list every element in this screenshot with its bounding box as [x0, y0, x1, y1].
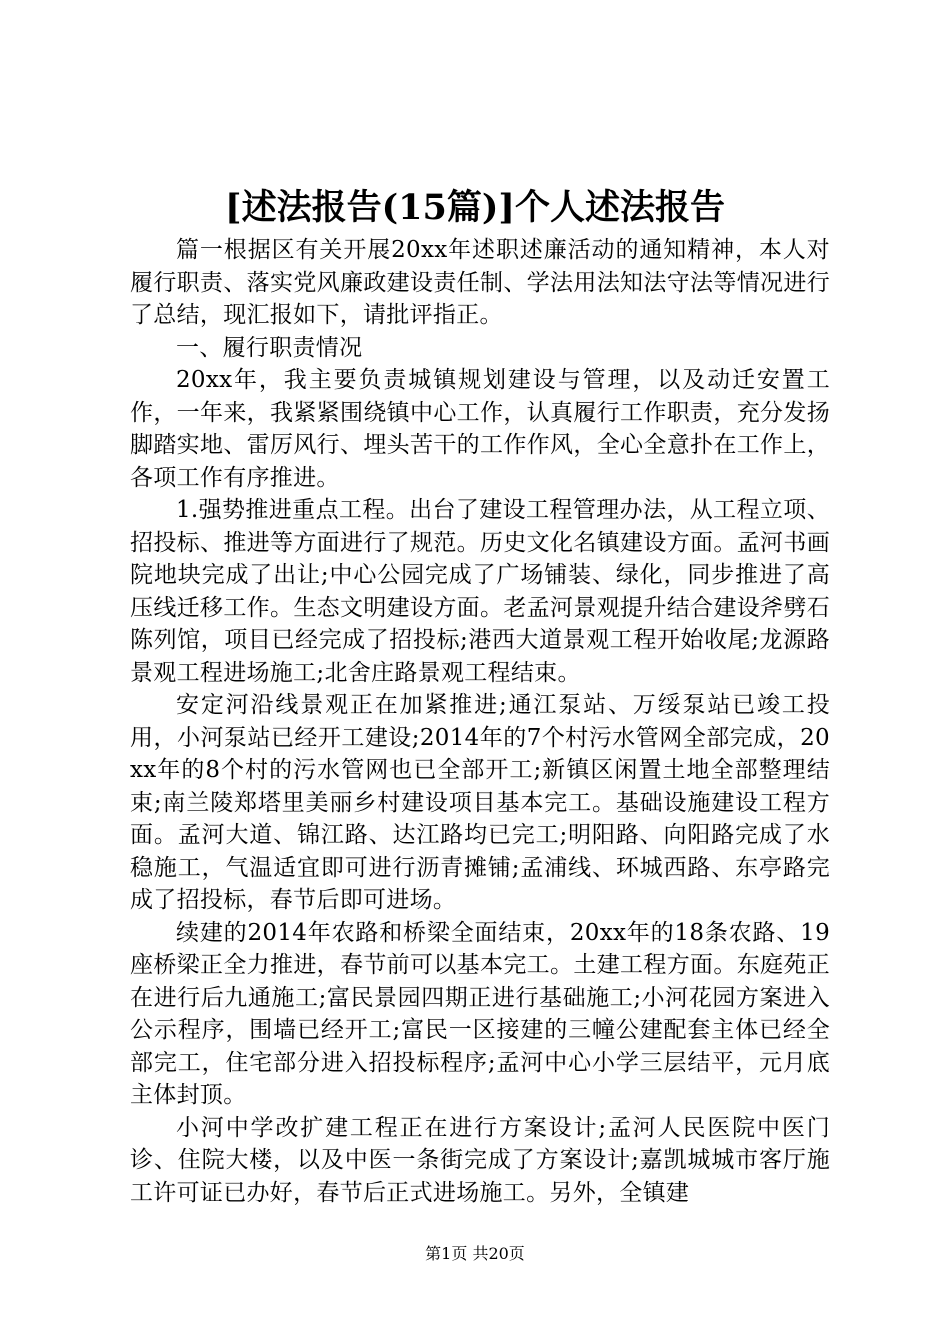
- paragraph-duties: 20xx年，我主要负责城镇规划建设与管理，以及动迁安置工作，一年来，我紧紧围绕镇中心工作，认真履行工作职责，充分发扬脚踏实地、雷厉风行、埋头苦干的工作作风，全心全意扑在工作上，各项工作有序推进。: [130, 367, 830, 491]
- page-footer: 第1页 共20页: [425, 1244, 525, 1263]
- paragraph-landscape: 安定河沿线景观正在加紧推进;通江泵站、万绥泵站已竣工投用，小河泵站已经开工建设;2014年的7个村污水管网全部完成，20xx年的8个村的污水管网也已全部开工;新镇区闲置土地全部整理结束;南兰陵郑塔里美丽乡村建设项目基本完工。基础设施建设工程方面。孟河大道、锦江路、达江路均已完工;明阳路、向阳路完成了水稳施工，气温适宜即可进行沥青摊铺;孟浦线、环城西路、东亭路完成了招投标，春节后即可进场。: [130, 692, 830, 913]
- paragraph-key-projects: 1.强势推进重点工程。出台了建设工程管理办法，从工程立项、招投标、推进等方面进行了规范。历史文化名镇建设方面。孟河书画院地块完成了出让;中心公园完成了广场铺装、绿化，同步推进了高压线迁移工作。生态文明建设方面。老孟河景观提升结合建设斧劈石陈列馆，项目已经完成了招投标;港西大道景观工程开始收尾;龙源路景观工程进场施工;北舍庄路景观工程结束。: [130, 497, 830, 686]
- paragraph-intro: 篇一根据区有关开展20xx年述职述廉活动的通知精神，本人对履行职责、落实党风廉政建设责任制、学法用法知法守法等情况进行了总结，现汇报如下，请批评指正。: [130, 237, 830, 328]
- document-body: [130, 234, 830, 1209]
- document-title: [述法报告(15篇)]个人述法报告: [225, 187, 725, 228]
- paragraph-roads-bridges: 续建的2014年农路和桥梁全面结束，20xx年的18条农路、19座桥梁正全力推进，春节前可以基本完工。土建工程方面。东庭苑正在进行后九通施工;富民景园四期正进行基础施工;小河花园方案进入公示程序，围墙已经开工;富民一区接建的三幢公建配套主体已经全部完工，住宅部分进入招投标程序;孟河中心小学三层结平，元月底主体封顶。: [130, 919, 830, 1108]
- paragraph-section-heading: 一、履行职责情况: [176, 334, 363, 361]
- paragraph-schools-hospitals: 小河中学改扩建工程正在进行方案设计;孟河人民医院中医门诊、住院大楼，以及中医一条街完成了方案设计;嘉凯城城市客厅施工许可证已办好，春节后正式进场施工。另外，全镇建: [130, 1114, 830, 1206]
